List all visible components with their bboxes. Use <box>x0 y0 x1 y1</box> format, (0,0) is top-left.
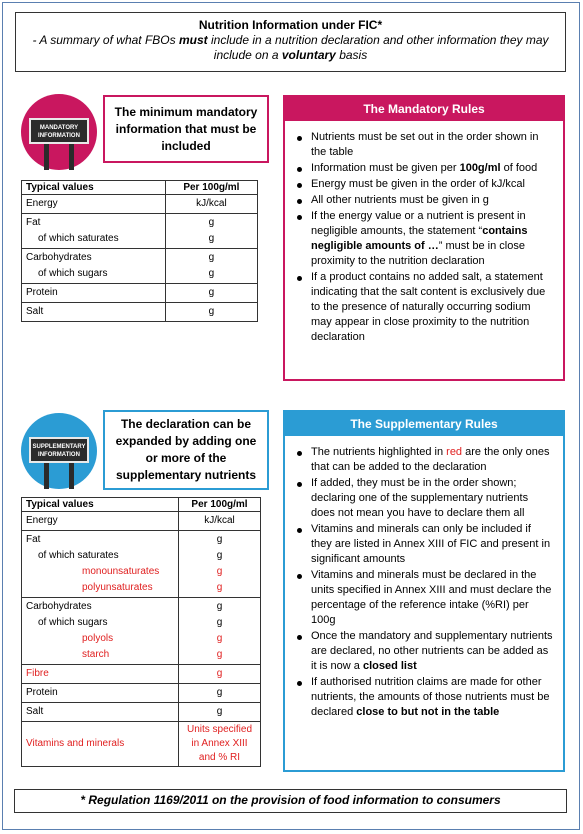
table-header-cell: Per 100g/ml <box>179 498 261 512</box>
nutrient-value: g <box>216 550 223 561</box>
rule-text: If a product contains no added salt, a statement indicating that the salt content is exclusively due to the presence of naturally occurring sodium may appear in close proximity to the nutrition declaration <box>311 271 546 343</box>
nutrient-label: polyols <box>82 633 114 644</box>
nutrient-value: g <box>216 617 223 628</box>
rule-text: ” must be in close proximity to the nutrition declaration <box>311 240 525 267</box>
nutrient-value: g <box>208 252 215 263</box>
value-cell <box>165 249 257 284</box>
highlight-text: red <box>446 446 463 458</box>
nutrient-value: g <box>216 566 223 577</box>
nutrient-label: Fibre <box>26 668 49 679</box>
nutrient-cell <box>22 512 179 531</box>
nutrient-cell <box>22 303 166 322</box>
table-row <box>22 598 261 665</box>
supplementary-rules-panel <box>283 410 565 772</box>
value-cell <box>165 214 257 249</box>
table-header-row <box>22 498 261 512</box>
value-cell <box>165 303 257 322</box>
subtitle-emphasis-must: must <box>178 33 208 47</box>
rule-text: If the energy value or a nutrient is present in negligible amounts, the statement “ <box>311 210 526 237</box>
value-cell <box>179 722 261 767</box>
nutrient-cell <box>22 665 179 684</box>
nutrient-label: Protein <box>26 287 58 298</box>
subtitle-text: include in a nutrition declaration and other information they may include on a <box>207 33 549 62</box>
nutrient-cell <box>22 531 179 598</box>
supplementary-caption: The declaration can be expanded by adding one or more of the supplementary nutrients <box>103 410 269 490</box>
nutrient-value: g <box>216 687 223 698</box>
page-title: Nutrition Information under FIC* <box>198 18 383 32</box>
rule-item <box>291 209 553 269</box>
nutrient-label: monounsaturates <box>82 566 160 577</box>
nutrient-label: Carbohydrates <box>26 252 92 263</box>
supplementary-sign-icon <box>21 413 97 489</box>
rule-text: Information must be given per <box>311 162 460 174</box>
nutrient-label: of which saturates <box>38 550 119 561</box>
nutrient-value: kJ/kcal <box>204 515 235 526</box>
nutrient-cell <box>22 284 166 303</box>
nutrient-cell <box>22 703 179 722</box>
subtitle-text: - A summary of what FBOs <box>32 33 179 47</box>
nutrient-label: of which sugars <box>38 617 108 628</box>
value-cell <box>179 665 261 684</box>
value-cell <box>165 195 257 214</box>
rule-text: Vitamins and minerals must be declared in the units specified in Annex XIII and must declare the percentage of the reference intake (%RI) per 100g <box>311 569 552 626</box>
rule-text: Energy must be given in the order of kJ/kcal <box>311 178 525 190</box>
nutrient-value: Units specified in Annex XIII and % RI <box>186 724 253 763</box>
nutrient-label: Salt <box>26 706 44 717</box>
rule-text: 100g/ml <box>459 162 501 174</box>
supplementary-sign-label: SUPPLEMENTARY INFORMATION <box>29 437 89 463</box>
rule-item <box>291 522 553 567</box>
rule-text: of food <box>500 162 538 174</box>
rule-item <box>291 177 553 192</box>
rule-item <box>291 568 553 628</box>
nutrient-value: kJ/kcal <box>196 198 227 209</box>
table-header-cell: Per 100g/ml <box>165 181 257 195</box>
table-row <box>22 284 258 303</box>
nutrient-value: g <box>208 217 215 228</box>
nutrient-value: g <box>216 649 223 660</box>
table-row <box>22 214 258 249</box>
supplementary-rules-title: The Supplementary Rules <box>285 412 563 436</box>
value-cell <box>179 598 261 665</box>
mandatory-rules-title: The Mandatory Rules <box>285 97 563 121</box>
table-row <box>22 665 261 684</box>
page-subtitle <box>16 33 565 63</box>
sign-post <box>44 144 49 170</box>
nutrient-label: of which saturates <box>38 233 119 244</box>
table-row <box>22 531 261 598</box>
mandatory-caption: The minimum mandatory information that must be included <box>103 95 269 163</box>
rule-item <box>291 161 553 176</box>
mandatory-rules-list <box>285 121 563 345</box>
mandatory-nutrition-table <box>21 180 258 322</box>
table-row <box>22 249 258 284</box>
rule-item <box>291 270 553 345</box>
nutrient-cell <box>22 195 166 214</box>
table-row <box>22 512 261 531</box>
nutrient-label: Carbohydrates <box>26 601 92 612</box>
sign-post <box>44 463 49 489</box>
rule-item <box>291 629 553 674</box>
sign-post <box>69 463 74 489</box>
value-cell <box>165 284 257 303</box>
table-header-row <box>22 181 258 195</box>
rule-item <box>291 445 553 475</box>
rule-item <box>291 476 553 521</box>
rule-text: All other nutrients must be given in g <box>311 194 489 206</box>
nutrient-value: g <box>216 668 223 679</box>
nutrient-label: starch <box>82 649 110 660</box>
rule-text: contains negligible amounts of … <box>311 225 528 252</box>
table-row <box>22 303 258 322</box>
header-box <box>15 12 566 72</box>
nutrient-value: g <box>208 306 215 317</box>
rule-text: Vitamins and minerals can only be included if they are listed in Annex XIII of FIC and present in significant amounts <box>311 523 551 565</box>
subtitle-text: basis <box>335 48 368 62</box>
value-cell <box>179 703 261 722</box>
mandatory-sign-icon <box>21 94 97 170</box>
table-header-cell: Typical values <box>22 181 166 195</box>
rule-item <box>291 675 553 720</box>
sign-post <box>69 144 74 170</box>
supplementary-rules-list <box>285 436 563 720</box>
nutrient-value: g <box>208 268 215 279</box>
mandatory-sign-label: MANDATORY INFORMATION <box>29 118 89 144</box>
nutrient-label: of which sugars <box>38 268 108 279</box>
nutrient-value: g <box>216 601 223 612</box>
nutrient-label: Fat <box>26 217 41 228</box>
rule-item <box>291 130 553 160</box>
table-header-cell: Typical values <box>22 498 179 512</box>
rule-text: If authorised nutrition claims are made for other nutrients, the amounts of those nutrients must be declared <box>311 676 550 718</box>
nutrient-value: g <box>208 233 215 244</box>
nutrient-value: g <box>208 287 215 298</box>
nutrient-cell <box>22 722 179 767</box>
rule-text: are the only ones that can be added to the declaration <box>311 446 550 473</box>
rule-text: The nutrients highlighted in <box>311 446 447 458</box>
table-row <box>22 722 261 767</box>
value-cell <box>179 531 261 598</box>
nutrient-label: Energy <box>26 198 58 209</box>
rule-text: close to but not in the table <box>356 706 500 718</box>
nutrient-label: Energy <box>26 515 58 526</box>
rule-text: Once the mandatory and supplementary nutrients are declared, no other nutrients can be added as it is now a <box>311 630 553 672</box>
nutrient-cell <box>22 214 166 249</box>
value-cell <box>179 512 261 531</box>
value-cell <box>179 684 261 703</box>
nutrient-value: g <box>216 633 223 644</box>
table-row <box>22 703 261 722</box>
table-row <box>22 684 261 703</box>
rule-item <box>291 193 553 208</box>
rule-text: Nutrients must be set out in the order shown in the table <box>311 131 539 158</box>
nutrient-label: Protein <box>26 687 58 698</box>
supplementary-nutrition-table <box>21 497 261 767</box>
footer-note: * Regulation 1169/2011 on the provision of food information to consumers <box>14 789 567 813</box>
subtitle-emphasis-voluntary: voluntary <box>281 48 336 62</box>
nutrient-cell <box>22 249 166 284</box>
nutrient-label: polyunsaturates <box>82 582 153 593</box>
nutrient-value: g <box>216 582 223 593</box>
nutrient-label: Salt <box>26 306 44 317</box>
rule-text: If added, they must be in the order shown; declaring one of the supplementary nutrients does not mean you have to declare them all <box>311 477 529 519</box>
nutrient-value: g <box>216 534 223 545</box>
nutrient-cell <box>22 684 179 703</box>
rule-text: closed list <box>362 660 417 672</box>
nutrient-label: Vitamins and minerals <box>26 738 125 749</box>
nutrient-value: g <box>216 706 223 717</box>
mandatory-rules-panel <box>283 95 565 381</box>
nutrient-label: Fat <box>26 534 41 545</box>
table-row <box>22 195 258 214</box>
nutrient-cell <box>22 598 179 665</box>
